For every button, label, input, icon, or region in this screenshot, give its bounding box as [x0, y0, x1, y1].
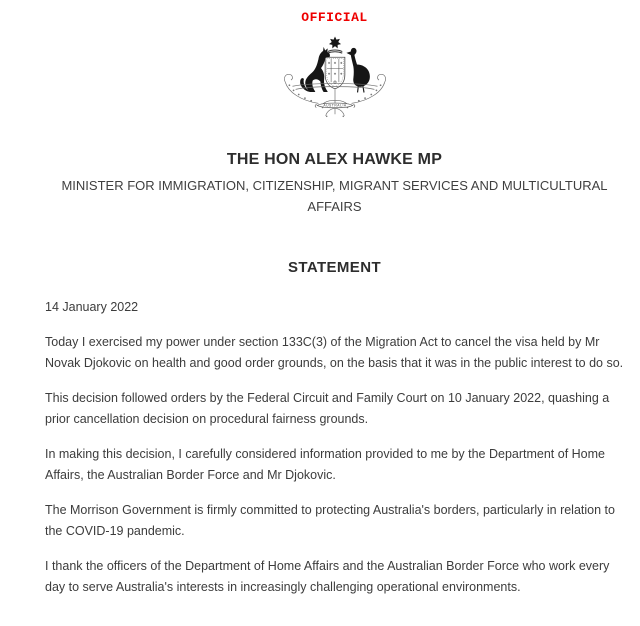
- statement-date: 14 January 2022: [45, 300, 139, 314]
- minister-title: MINISTER FOR IMMIGRATION, CITIZENSHIP, MIGRANT SERVICES AND MULTICULTURAL AFFAIRS: [61, 178, 608, 214]
- official-classification-marking: OFFICIAL: [301, 10, 368, 25]
- statement-heading: STATEMENT: [287, 259, 382, 276]
- statement-body: [45, 332, 624, 598]
- paragraph-thanks-officers: I thank the officers of the Department of Home Affairs and the Australian Border Force who work every day to serve Australia's interests in increasingly challenging operational environments.: [45, 559, 610, 594]
- paragraph-court-orders: This decision followed orders by the Federal Circuit and Family Court on 10 January 2022, quashing a prior cancellation decision on procedural fairness grounds.: [45, 391, 610, 426]
- paragraph-visa-cancellation: Today I exercised my power under section 133C(3) of the Migration Act to cancel the visa held by Mr Novak Djokovic on health and good order grounds, on the basis that it was in the public interest to do so.: [45, 335, 624, 370]
- australian-coat-of-arms: [45, 34, 624, 124]
- paragraph-considered-information: In making this decision, I carefully considered information provided to me by the Department of Home Affairs, the Australian Border Force and Mr Djokovic.: [45, 447, 605, 482]
- shield-icon: [325, 57, 345, 89]
- commonwealth-star-icon: [328, 37, 340, 49]
- crest-wreath: [327, 50, 342, 53]
- banner-text: AUSTRALIA: [322, 103, 347, 108]
- paragraph-border-protection: The Morrison Government is firmly committed to protecting Australia's borders, particularly in relation to the COVID-19 pandemic.: [45, 503, 615, 538]
- coat-of-arms-graphic: [278, 34, 392, 124]
- banner-scroll: [315, 103, 355, 108]
- minister-name: THE HON ALEX HAWKE MP: [226, 151, 443, 168]
- emu-icon: [346, 48, 369, 93]
